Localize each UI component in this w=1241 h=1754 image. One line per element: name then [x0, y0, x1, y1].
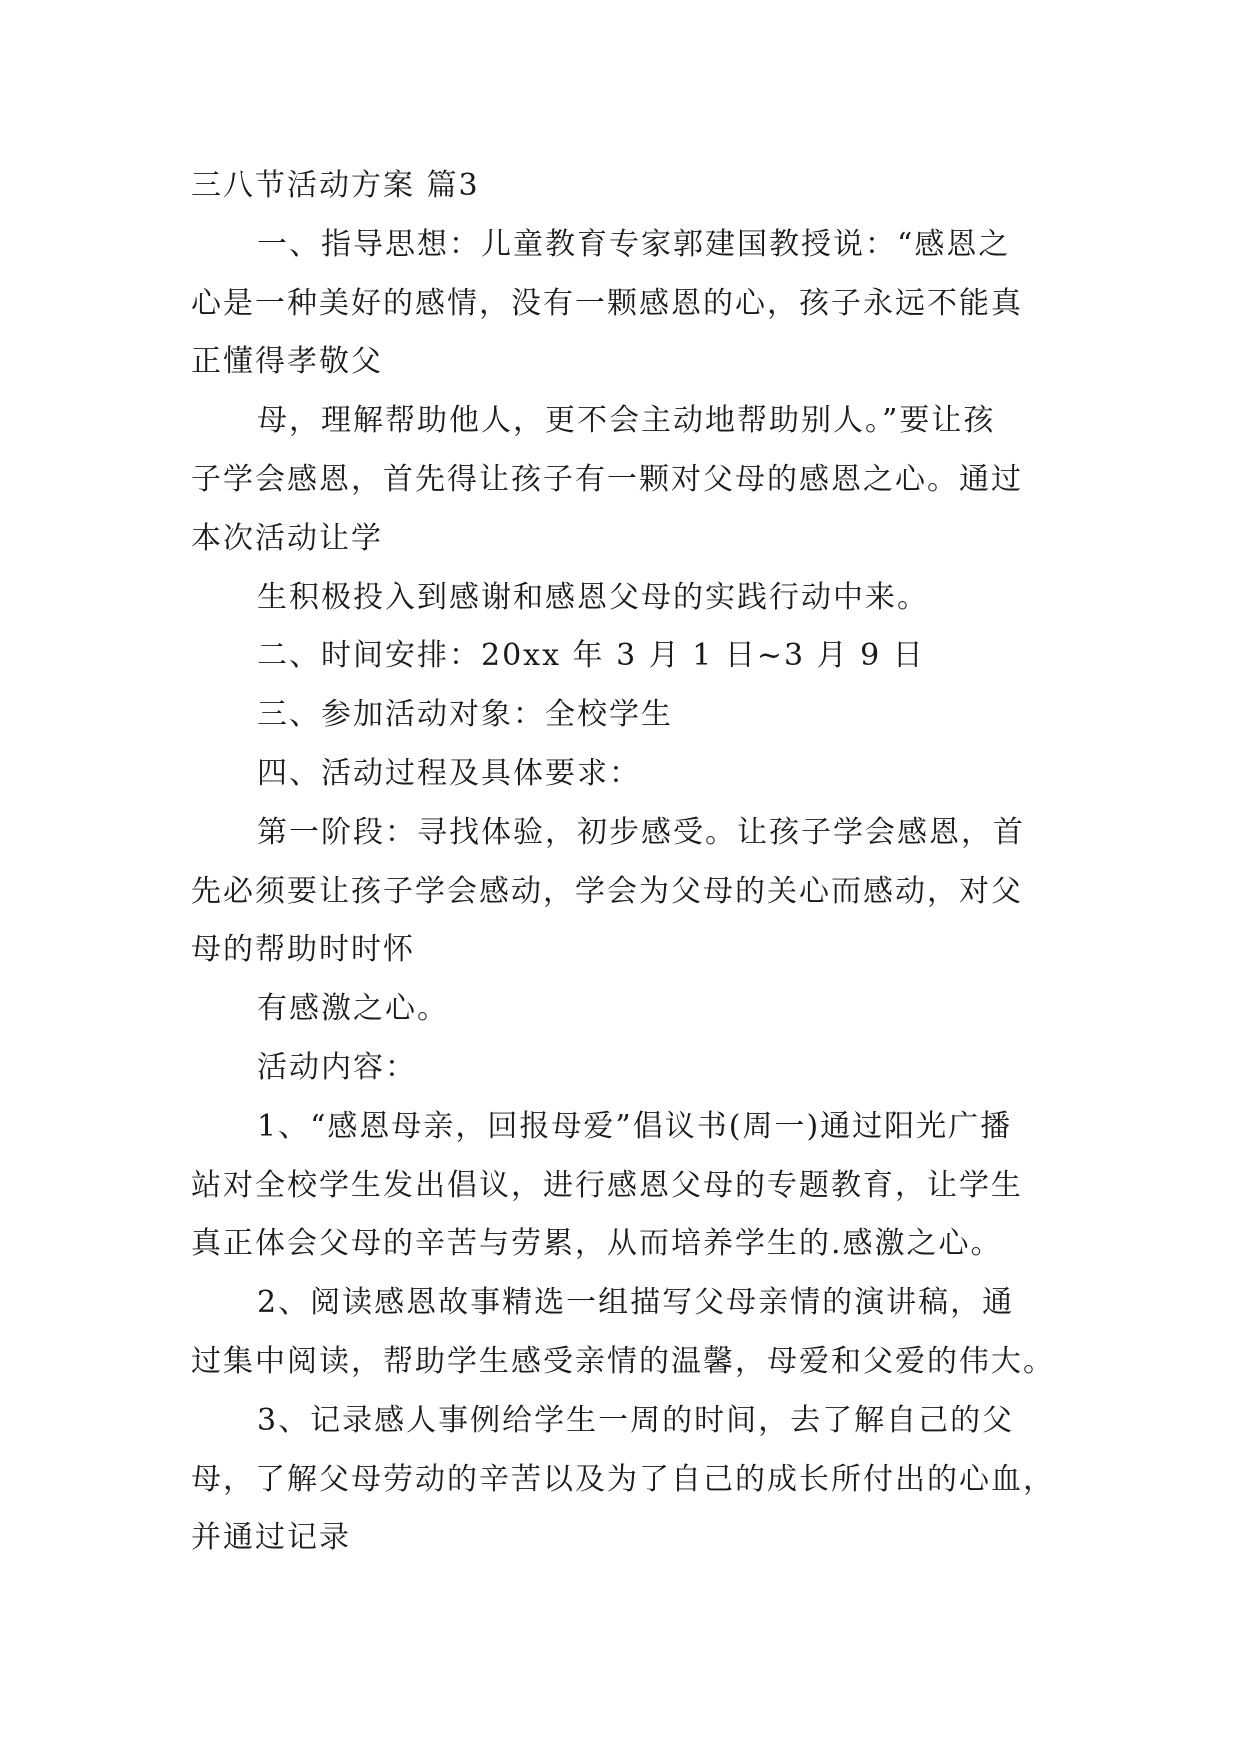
document-title: 三八节活动方案 篇3: [191, 168, 480, 203]
body-line-item-3: 3、记录感人事例给学生一周的时间，去了解自己的父: [257, 1402, 1015, 1438]
body-line-schedule: 二、时间安排：20xx 年 3 月 1 日~3 月 9 日: [257, 638, 925, 674]
body-line-item-1: 1、“感恩母亲，回报母爱”倡议书(周一)通过阳光广播: [257, 1108, 1013, 1144]
body-line: 有感激之心。: [257, 991, 449, 1027]
body-line: 先必须要让孩子学会感动，学会为父母的关心而感动，对父: [191, 873, 1023, 909]
body-line: 母，理解帮助他人，更不会主动地帮助别人。”要让孩: [257, 403, 996, 439]
body-line-process-heading: 四、活动过程及具体要求：: [257, 755, 641, 791]
body-line-participants: 三、参加活动对象：全校学生: [257, 697, 673, 733]
body-line: 心是一种美好的感情，没有一颗感恩的心，孩子永远不能真: [191, 285, 1023, 321]
body-line: 子学会感恩，首先得让孩子有一颗对父母的感恩之心。通过: [191, 461, 1023, 497]
body-line: 真正体会父母的辛苦与劳累，从而培养学生的.感激之心。: [191, 1226, 1003, 1262]
body-line: 并通过记录: [191, 1520, 351, 1556]
body-line: 本次活动让学: [191, 520, 383, 556]
body-line-guiding-thought: 一、指导思想：儿童教育专家郭建国教授说：“感恩之: [257, 226, 1011, 262]
body-line-stage-one: 第一阶段：寻找体验，初步感受。让孩子学会感恩，首: [257, 814, 1025, 850]
body-line-activity-content-heading: 活动内容：: [257, 1049, 417, 1085]
document-body: [191, 157, 1063, 1568]
body-line-item-2: 2、阅读感恩故事精选一组描写父母亲情的演讲稿，通: [257, 1285, 1015, 1321]
body-line: 生积极投入到感谢和感恩父母的实践行动中来。: [257, 579, 929, 615]
body-line: 母的帮助时时怀: [191, 932, 415, 968]
body-line: 正懂得孝敬父: [191, 344, 383, 380]
body-line: 站对全校学生发出倡议，进行感恩父母的专题教育，让学生: [191, 1167, 1023, 1203]
body-line: 母，了解父母劳动的辛苦以及为了自己的成长所付出的心血，: [191, 1461, 1055, 1497]
body-line: 过集中阅读，帮助学生感受亲情的温馨，母爱和父爱的伟大。: [191, 1343, 1055, 1379]
